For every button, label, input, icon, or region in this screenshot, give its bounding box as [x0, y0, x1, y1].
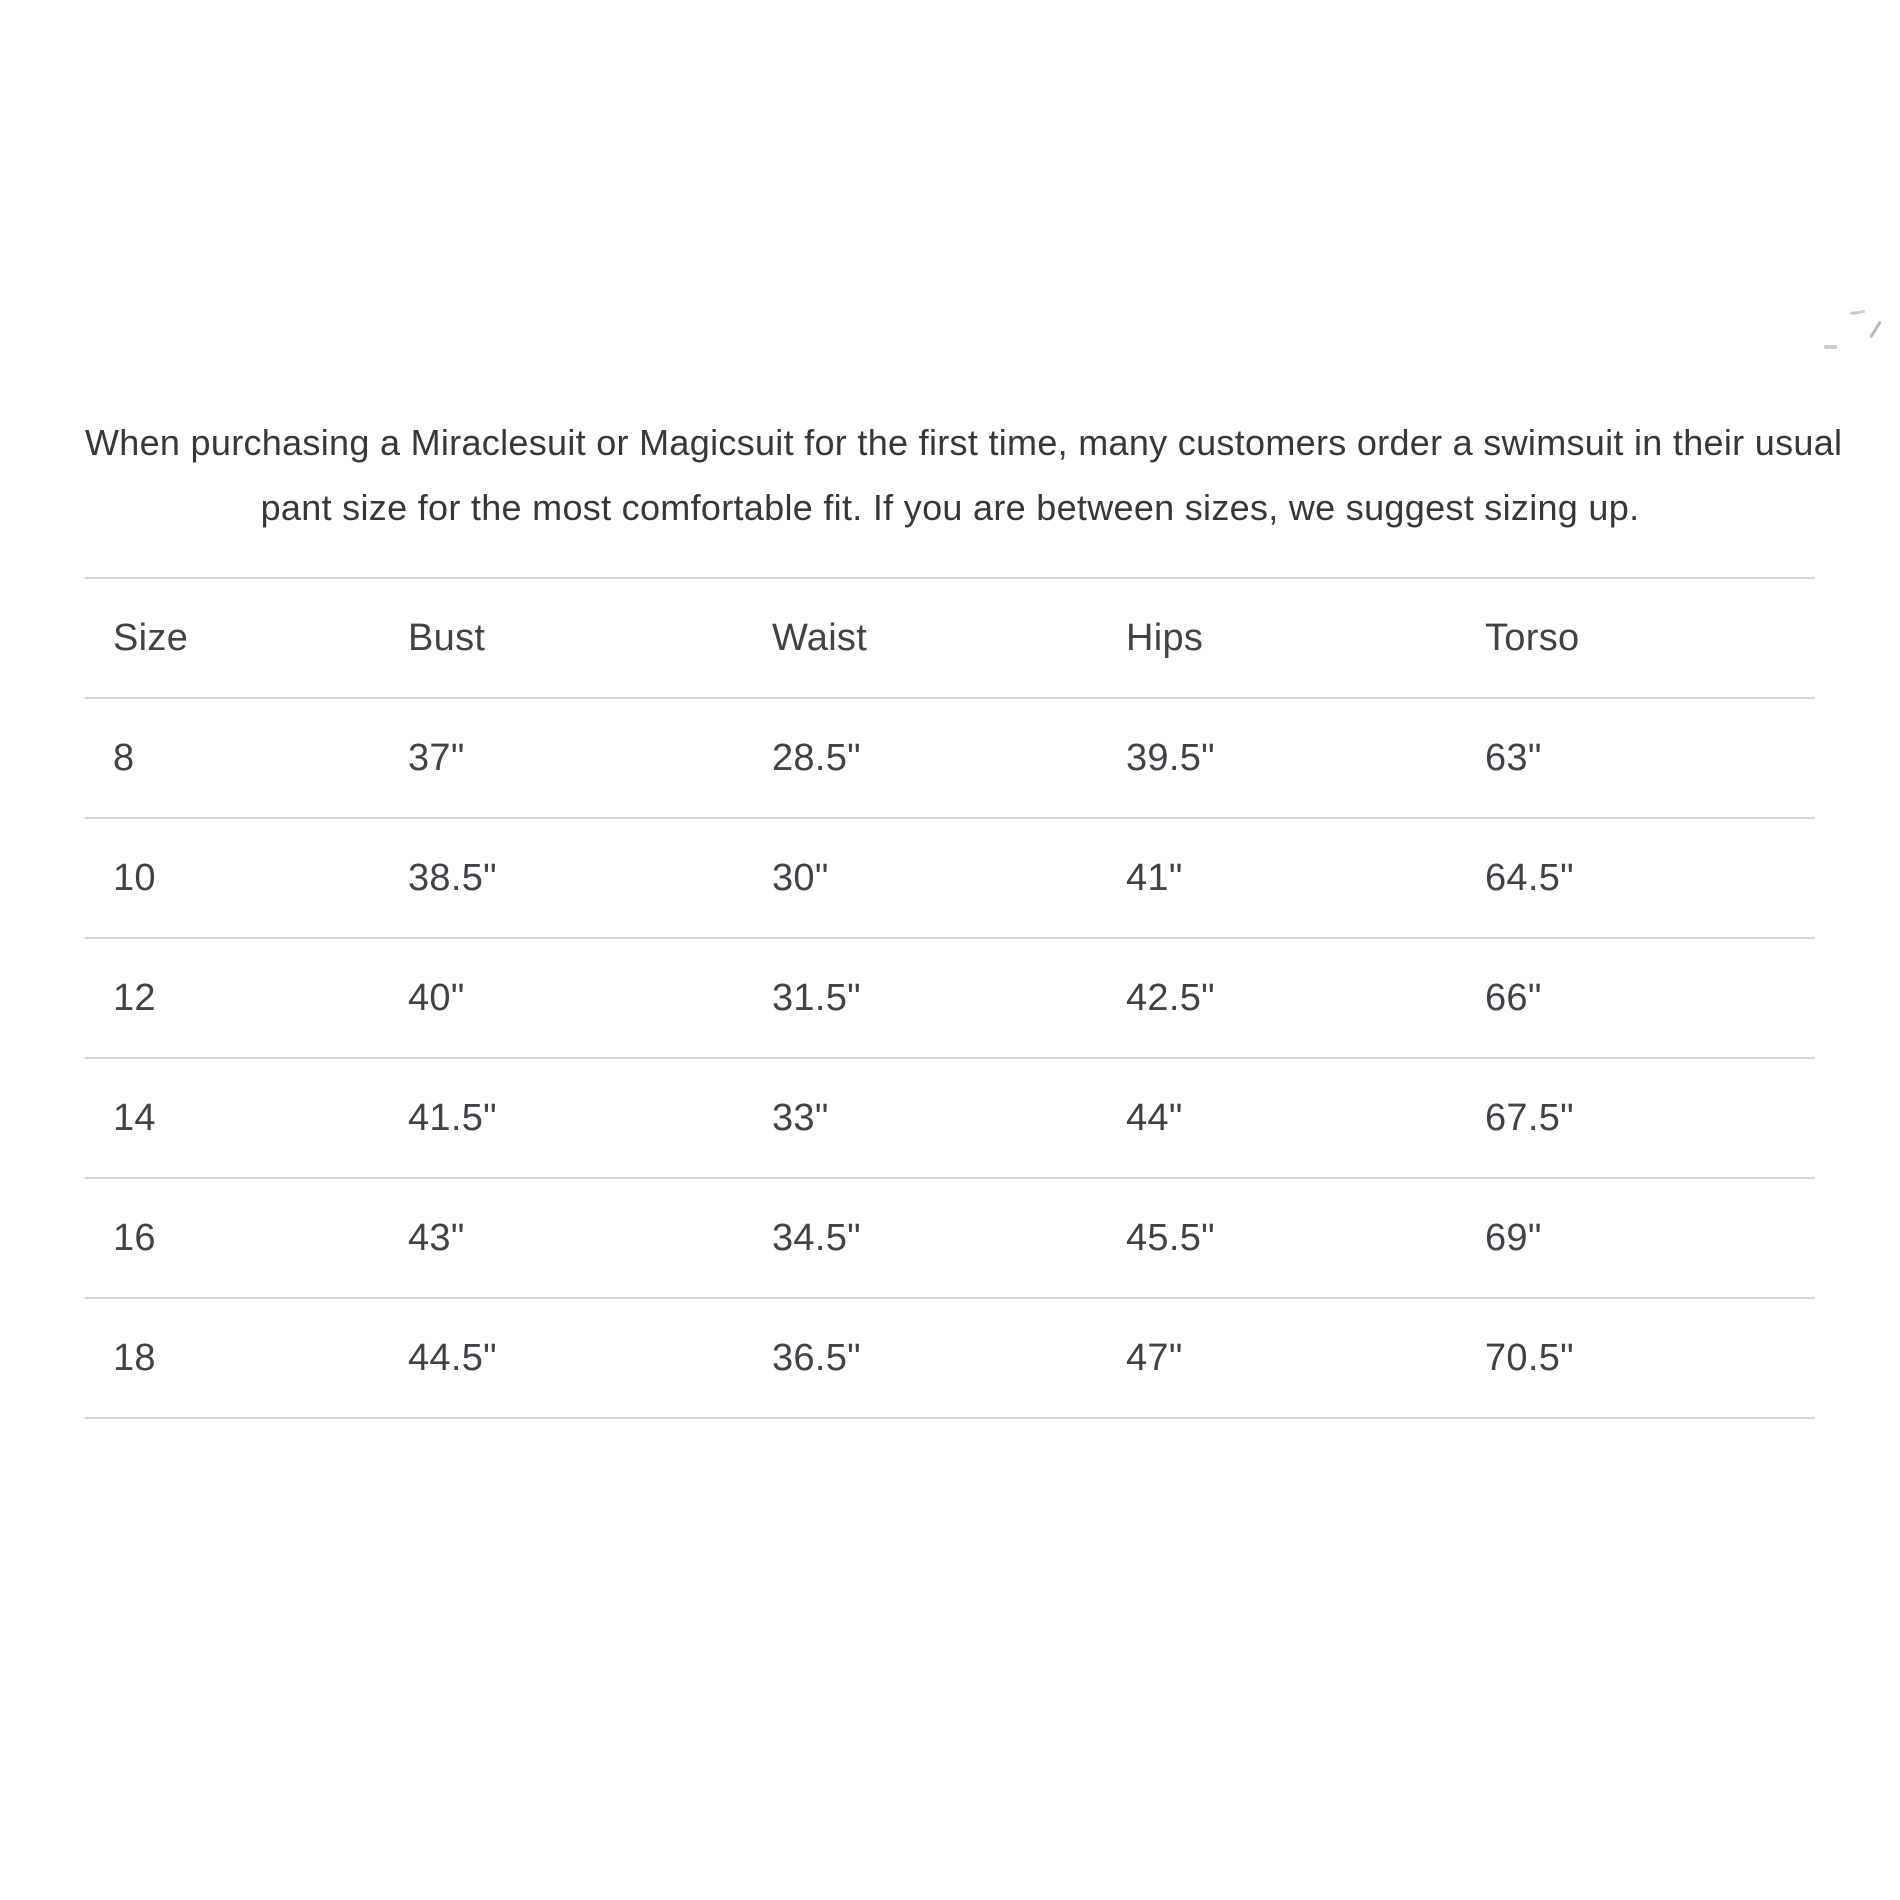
measurement-cell: 44.5" [380, 1298, 744, 1418]
measurement-cell: 39.5" [1098, 698, 1457, 818]
measurement-cell: 44" [1098, 1058, 1457, 1178]
measurement-cell: 41.5" [380, 1058, 744, 1178]
size-chart-header-row [85, 578, 1815, 698]
size-cell: 14 [85, 1058, 380, 1178]
size-cell: 8 [85, 698, 380, 818]
table-row [85, 698, 1815, 818]
table-row [85, 1298, 1815, 1418]
table-row [85, 1058, 1815, 1178]
size-cell: 18 [85, 1298, 380, 1418]
measurement-cell: 47" [1098, 1298, 1457, 1418]
column-header-size: Size [85, 578, 380, 698]
measurement-cell: 43" [380, 1178, 744, 1298]
size-cell: 10 [85, 818, 380, 938]
measurement-cell: 42.5" [1098, 938, 1457, 1058]
size-cell: 16 [85, 1178, 380, 1298]
measurement-cell: 31.5" [744, 938, 1098, 1058]
measurement-cell: 33" [744, 1058, 1098, 1178]
sizing-intro-line-1: When purchasing a Miraclesuit or Magicsuit for the first time, many customers order a swimsuit in their usual [85, 422, 1843, 463]
table-row [85, 938, 1815, 1058]
measurement-cell: 63" [1457, 698, 1815, 818]
measurement-cell: 36.5" [744, 1298, 1098, 1418]
size-cell: 12 [85, 938, 380, 1058]
table-row [85, 1178, 1815, 1298]
measurement-cell: 41" [1098, 818, 1457, 938]
artifact-mark [1850, 310, 1865, 315]
measurement-cell: 28.5" [744, 698, 1098, 818]
column-header-hips: Hips [1098, 578, 1457, 698]
sizing-intro-text [85, 410, 1843, 540]
size-chart-body [85, 698, 1815, 1418]
table-row [85, 818, 1815, 938]
measurement-cell: 30" [744, 818, 1098, 938]
measurement-cell: 40" [380, 938, 744, 1058]
column-header-bust: Bust [380, 578, 744, 698]
measurement-cell: 67.5" [1457, 1058, 1815, 1178]
measurement-cell: 38.5" [380, 818, 744, 938]
measurement-cell: 70.5" [1457, 1298, 1815, 1418]
sizing-intro-line-2: pant size for the most comfortable fit. If you are between sizes, we suggest sizing up. [260, 487, 1640, 528]
measurement-cell: 37" [380, 698, 744, 818]
column-header-torso: Torso [1457, 578, 1815, 698]
artifact-mark [1869, 321, 1882, 339]
size-chart-table [85, 577, 1815, 1419]
artifact-mark [1824, 345, 1837, 349]
measurement-cell: 69" [1457, 1178, 1815, 1298]
measurement-cell: 45.5" [1098, 1178, 1457, 1298]
column-header-waist: Waist [744, 578, 1098, 698]
measurement-cell: 34.5" [744, 1178, 1098, 1298]
measurement-cell: 64.5" [1457, 818, 1815, 938]
measurement-cell: 66" [1457, 938, 1815, 1058]
